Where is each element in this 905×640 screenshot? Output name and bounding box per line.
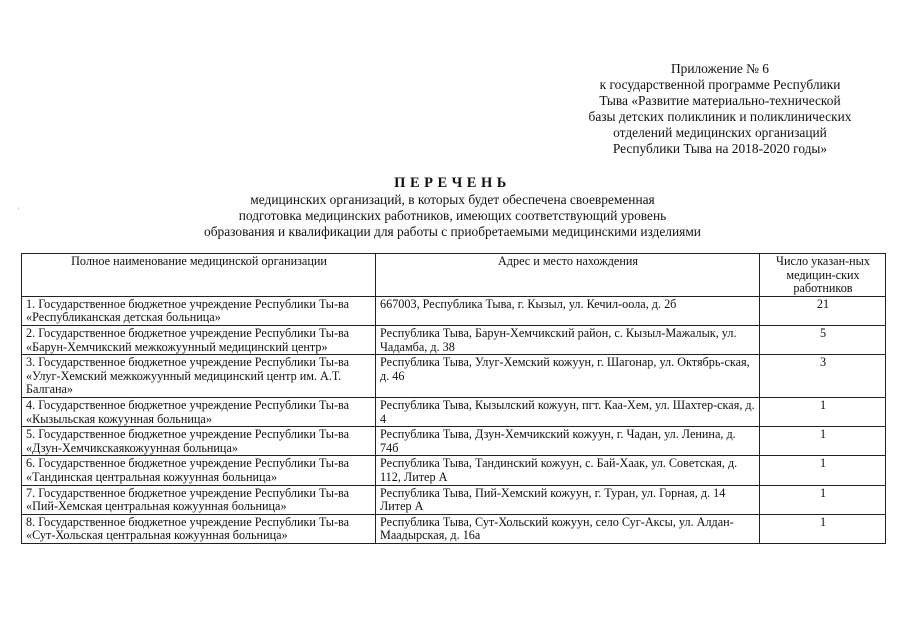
org-name-cell: 6. Государственное бюджетное учреждение Республики Ты-ва «Тандинская центральная кожуунная больница» — [22, 456, 376, 485]
staff-count-cell: 1 — [760, 397, 886, 426]
table-row — [22, 427, 886, 456]
org-name-cell: 4. Государственное бюджетное учреждение Республики Ты-ва «Кызыльская кожуунная больница» — [22, 397, 376, 426]
staff-count-cell: 5 — [760, 325, 886, 354]
table-row — [22, 485, 886, 514]
table-row — [22, 325, 886, 354]
org-address-cell: Республика Тыва, Тандинский кожуун, с. Бай-Хаак, ул. Советская, д. 112, Литер А — [376, 456, 760, 485]
table-row — [22, 456, 886, 485]
org-name-cell: 3. Государственное бюджетное учреждение Республики Ты-ва «Улуг-Хемский межкожуунный медицинский центр им. А.Т. Балгана» — [22, 355, 376, 398]
org-name-cell: 5. Государственное бюджетное учреждение Республики Ты-ва «Дзун-Хемчикскаякожуунная больница» — [22, 427, 376, 456]
staff-count-cell: 1 — [760, 456, 886, 485]
column-header-name: Полное наименование медицинской организации — [22, 254, 376, 297]
org-address-cell: Республика Тыва, Кызылский кожуун, пгт. Каа-Хем, ул. Шахтер-ская, д. 4 — [376, 397, 760, 426]
document-subtitle-line: подготовка медицинских работников, имеющих соответствующий уровень — [238, 208, 667, 223]
appendix-line: Республики Тыва на 2018-2020 годы» — [612, 141, 828, 156]
table-row — [22, 355, 886, 398]
scan-speck: ' — [18, 206, 20, 215]
appendix-line: отделений медицинских организаций — [613, 125, 827, 140]
document-subtitle-line: медицинских организаций, в которых будет обеспечена своевременная — [250, 192, 655, 207]
column-header-count: Число указан-ных медицин-ских работников — [760, 254, 886, 297]
staff-count-cell: 21 — [760, 296, 886, 325]
table-row — [22, 397, 886, 426]
appendix-block — [560, 61, 880, 157]
org-name-cell: 1. Государственное бюджетное учреждение Республики Ты-ва «Республиканская детская больница» — [22, 296, 376, 325]
document-subtitle-line: образования и квалификации для работы с приобретаемыми медицинскими изделиями — [204, 224, 701, 239]
org-address-cell: 667003, Республика Тыва, г. Кызыл, ул. Кечил-оола, д. 2б — [376, 296, 760, 325]
org-address-cell: Республика Тыва, Сут-Хольский кожуун, село Суг-Аксы, ул. Алдан-Маадырская, д. 16а — [376, 514, 760, 543]
staff-count-cell: 1 — [760, 514, 886, 543]
appendix-line: базы детских поликлиник и поликлинических — [588, 109, 852, 124]
table-row — [22, 514, 886, 543]
staff-count-cell: 1 — [760, 485, 886, 514]
org-address-cell: Республика Тыва, Барун-Хемчикский район, с. Кызыл-Мажалык, ул. Чадамба, д. 38 — [376, 325, 760, 354]
appendix-line: к государственной программе Республики — [599, 77, 841, 92]
appendix-line: Тыва «Развитие материально-технической — [599, 93, 841, 108]
organizations-table — [21, 253, 886, 544]
document-heading — [0, 174, 905, 240]
table-header-row — [22, 254, 886, 297]
staff-count-cell: 3 — [760, 355, 886, 398]
org-address-cell: Республика Тыва, Улуг-Хемский кожуун, г. Шагонар, ул. Октябрь-ская, д. 46 — [376, 355, 760, 398]
org-name-cell: 8. Государственное бюджетное учреждение Республики Ты-ва «Сут-Хольская центральная кожуунная больница» — [22, 514, 376, 543]
staff-count-cell: 1 — [760, 427, 886, 456]
document-title: ПЕРЕЧЕНЬ — [394, 175, 511, 191]
org-name-cell: 7. Государственное бюджетное учреждение Республики Ты-ва «Пий-Хемская центральная кожуунная больница» — [22, 485, 376, 514]
column-header-address: Адрес и место нахождения — [376, 254, 760, 297]
org-name-cell: 2. Государственное бюджетное учреждение Республики Ты-ва «Барун-Хемчикский межкожуунный медицинский центр» — [22, 325, 376, 354]
org-address-cell: Республика Тыва, Дзун-Хемчикский кожуун, г. Чадан, ул. Ленина, д. 74б — [376, 427, 760, 456]
appendix-line: Приложение № 6 — [670, 61, 770, 76]
table-row — [22, 296, 886, 325]
org-address-cell: Республика Тыва, Пий-Хемский кожуун, г. Туран, ул. Горная, д. 14 Литер А — [376, 485, 760, 514]
